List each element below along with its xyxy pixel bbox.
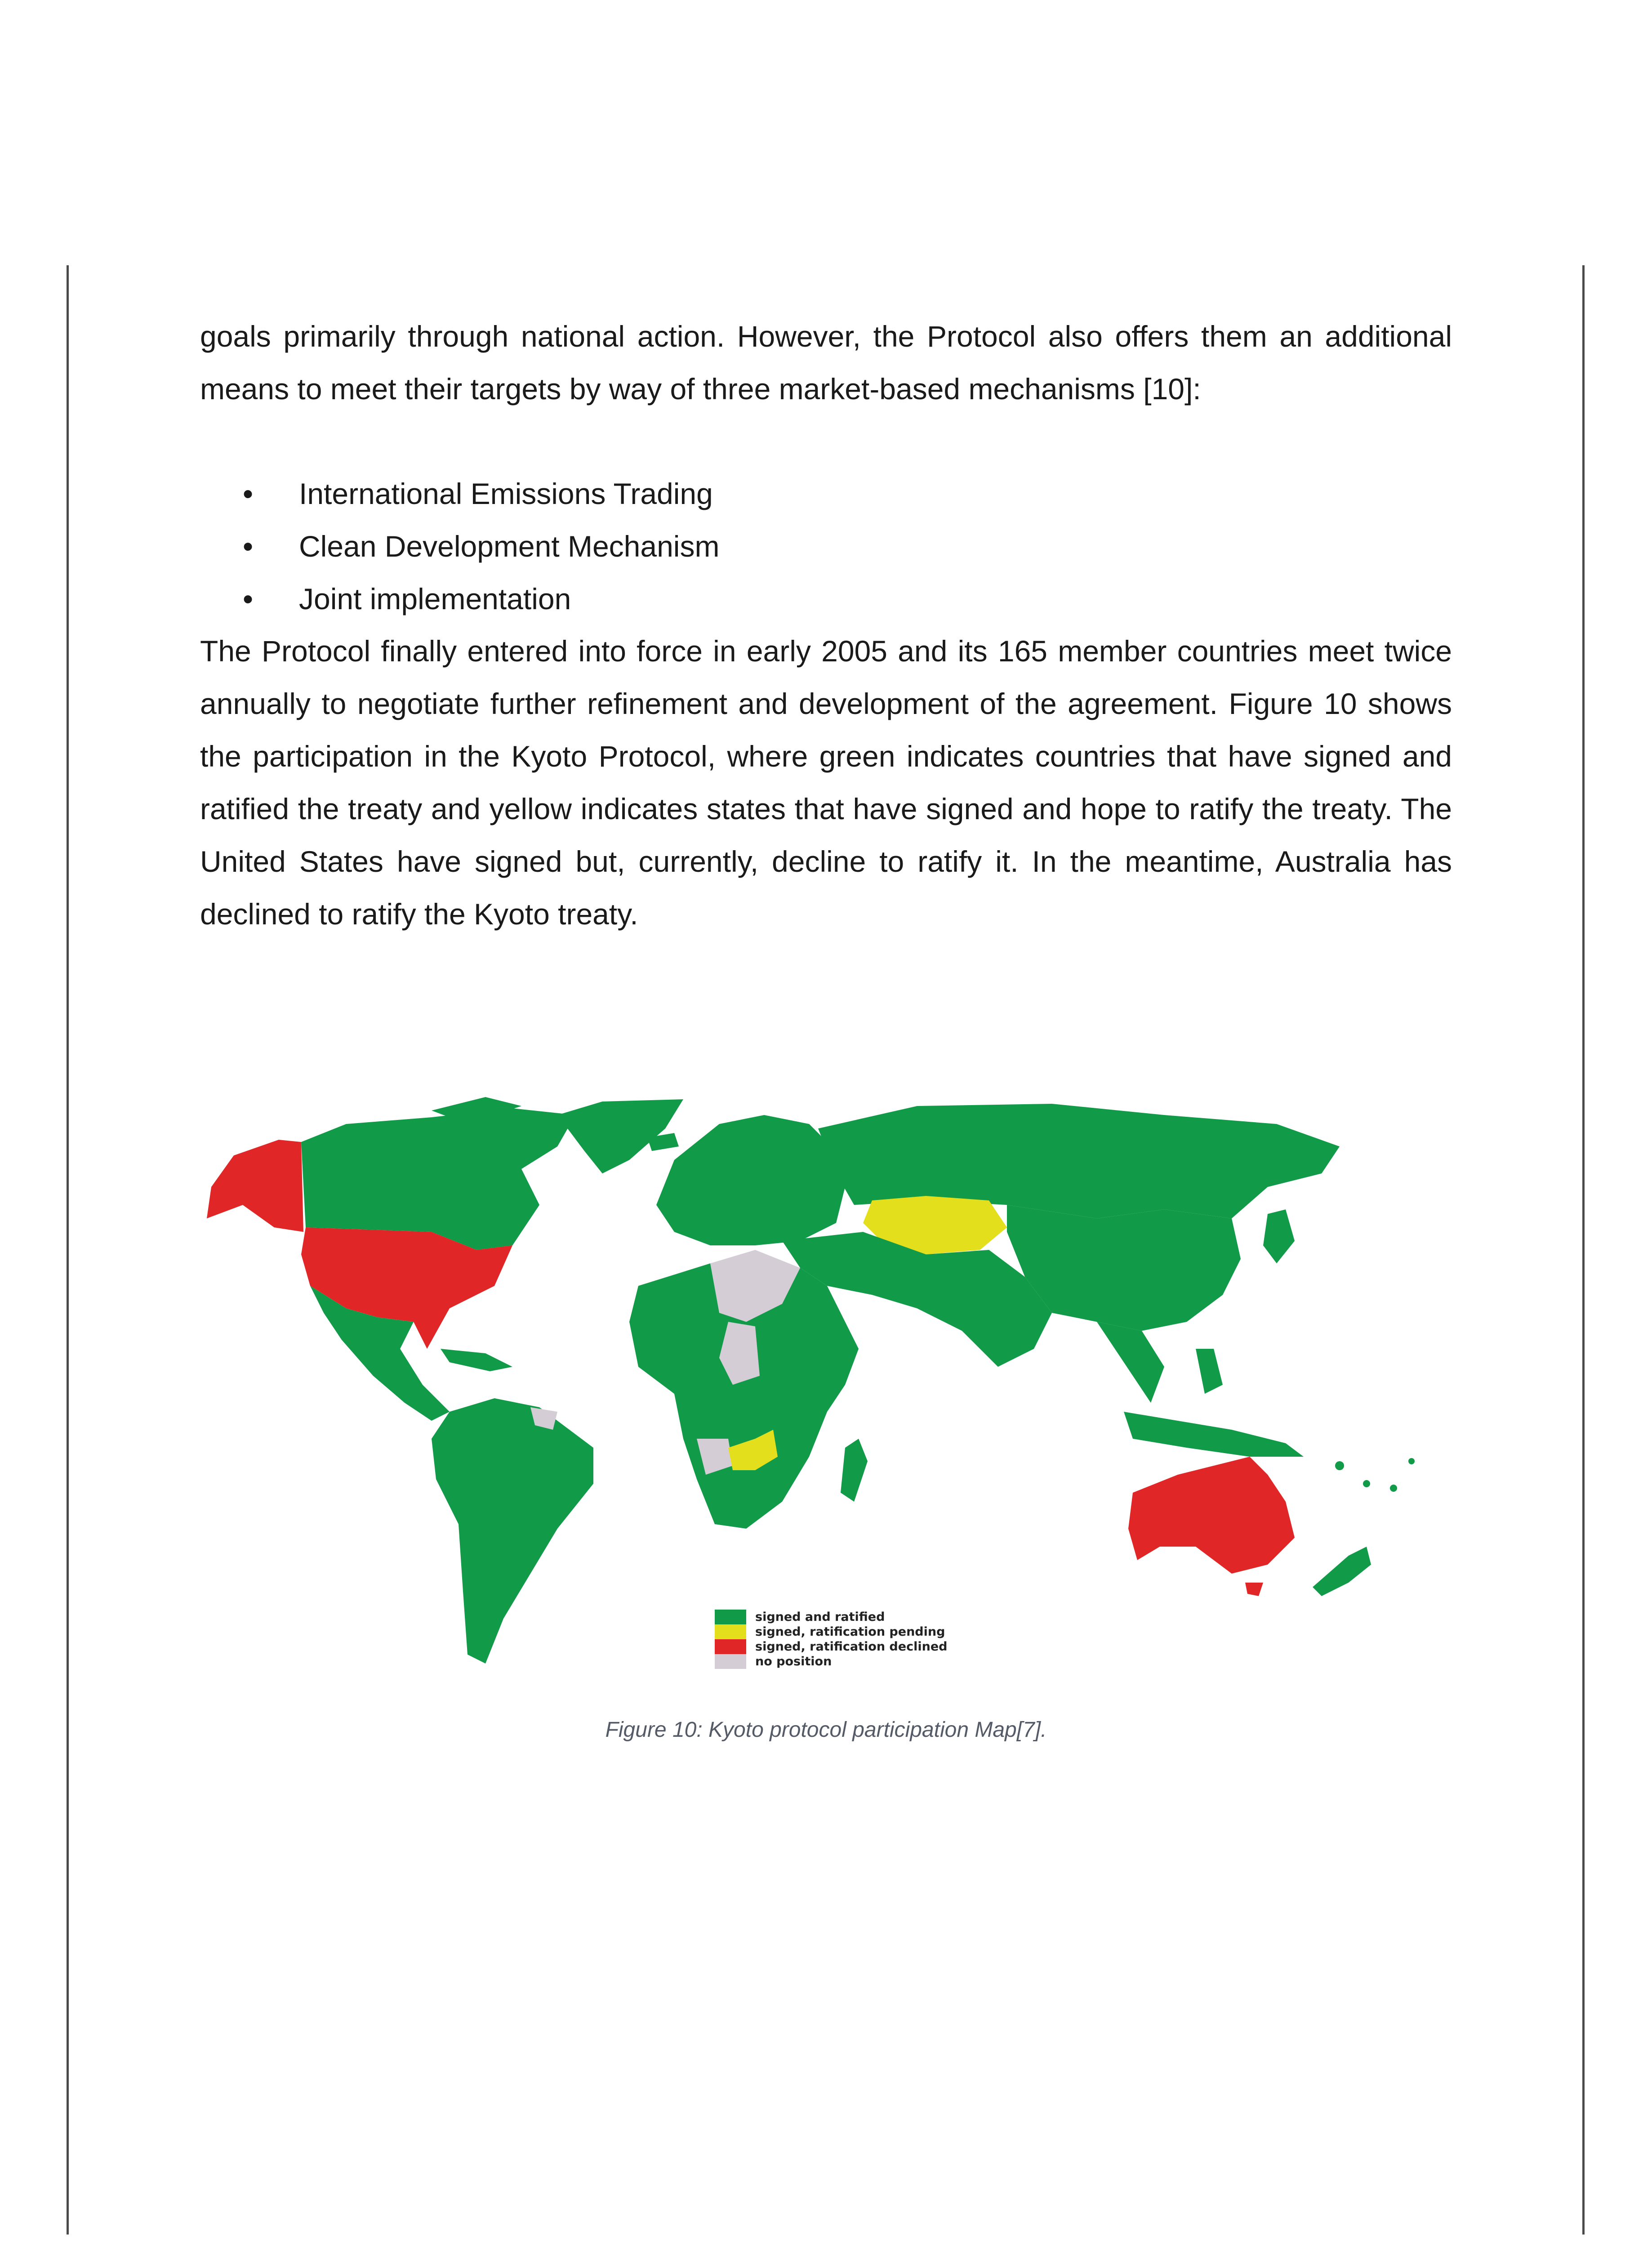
pacific-island — [1363, 1480, 1370, 1487]
japan-region — [1263, 1209, 1295, 1263]
list-item — [243, 468, 719, 520]
legend-swatch-red — [715, 1639, 746, 1654]
pacific-island — [1335, 1461, 1344, 1470]
figure-caption: Figure 10: Kyoto protocol participation Map[7]. — [605, 1718, 1047, 1742]
southeast-asia — [1097, 1322, 1164, 1403]
australia-region — [1128, 1457, 1295, 1574]
legend-label: signed and ratified — [755, 1610, 885, 1624]
bullet-icon: • — [243, 530, 254, 563]
legend-swatch-grey — [715, 1654, 746, 1669]
legend-entry — [715, 1610, 947, 1624]
legend-label: no position — [755, 1655, 832, 1668]
indonesia-region — [1124, 1412, 1304, 1457]
legend-swatch-green — [715, 1610, 746, 1624]
caribbean-islands — [441, 1349, 512, 1371]
south-america-region — [432, 1398, 593, 1664]
paragraph-participation — [200, 625, 1452, 941]
list-item-label: Joint implementation — [299, 582, 571, 616]
new-zealand-region — [1313, 1547, 1371, 1596]
bullet-icon: • — [243, 582, 254, 616]
legend-entry — [715, 1639, 947, 1654]
madagascar-region — [841, 1439, 868, 1502]
tasmania-region — [1245, 1583, 1263, 1596]
world-map-graphic — [198, 1097, 1465, 1675]
list-item-label: International Emissions Trading — [299, 477, 713, 510]
list-item — [243, 520, 719, 573]
paragraph-2-text: The Protocol finally entered into force in early 2005 and its 165 member countries meet twice annually to negotiate further refinement and development of the agreement. Figure 10 shows the participation in the Kyoto Protocol, where green indicates countries that have signed and ratified the treaty and yellow indicates states that have signed and hope to ratify the treaty. The United States have signed but, currently, decline to ratify it. In the meantime, Australia has declined to ratify the Kyoto treaty. — [200, 634, 1452, 931]
paragraph-mechanisms — [200, 310, 1452, 415]
legend-swatch-yellow — [715, 1624, 746, 1639]
mechanisms-list — [243, 468, 719, 625]
right-margin-rule — [1582, 265, 1585, 2235]
legend-label: signed, ratification declined — [755, 1640, 948, 1654]
legend-label: signed, ratification pending — [755, 1625, 945, 1639]
paragraph-1-text: goals primarily through national action. However, the Protocol also offers them an additional means to meet their targets by way of three market-based mechanisms [10]: — [200, 320, 1452, 406]
philippines-region — [1196, 1349, 1223, 1394]
legend-entry — [715, 1654, 947, 1669]
list-item-label: Clean Development Mechanism — [299, 530, 720, 563]
list-item — [243, 573, 719, 625]
kyoto-participation-map — [198, 1097, 1465, 1675]
legend-entry — [715, 1624, 947, 1639]
canada-region — [301, 1108, 575, 1250]
pacific-island — [1390, 1485, 1397, 1492]
alaska-region — [207, 1140, 303, 1232]
left-margin-rule — [67, 265, 69, 2235]
pacific-island — [1408, 1458, 1415, 1464]
bullet-icon: • — [243, 477, 254, 510]
map-legend — [715, 1610, 947, 1669]
